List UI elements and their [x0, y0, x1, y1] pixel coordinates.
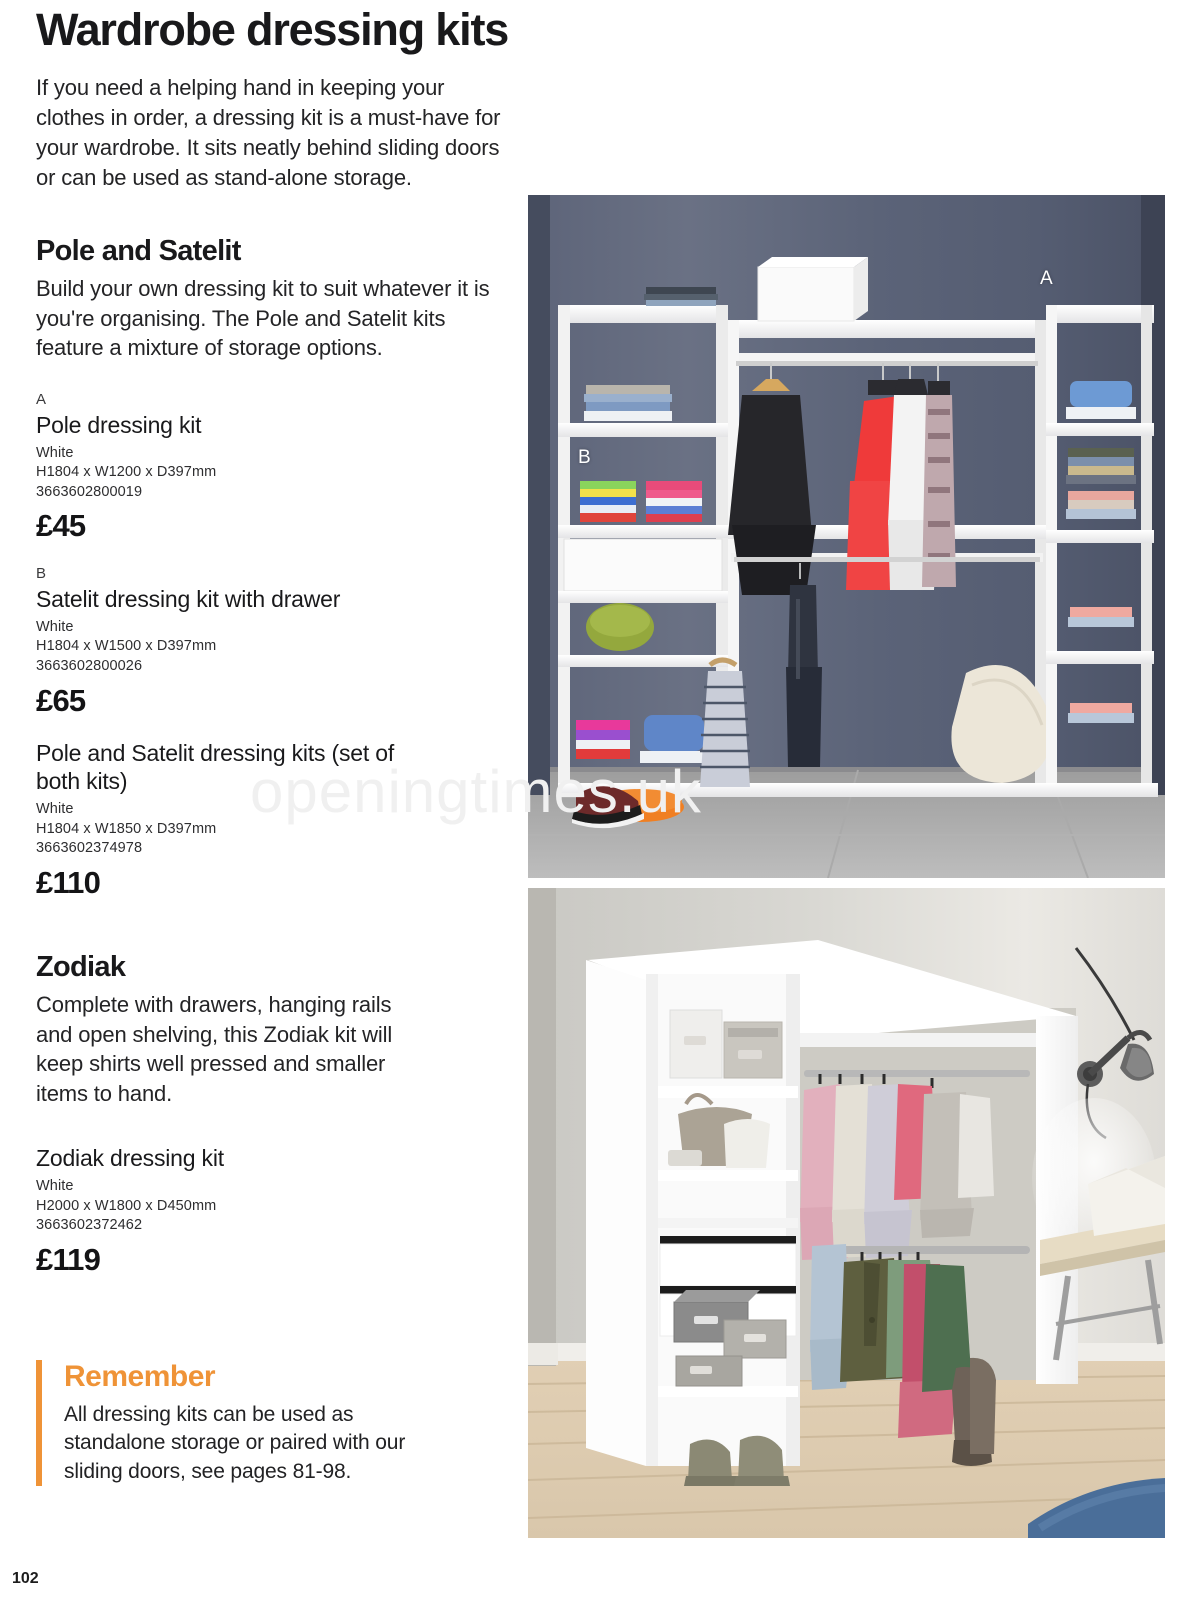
product-colour: White: [36, 1178, 74, 1195]
product-price: £110: [36, 864, 101, 900]
product-code: 3663602800026: [36, 657, 143, 674]
product-photo-pole-satelit: [528, 195, 1165, 878]
product-dimensions: H1804 x W1850 x D397mm: [36, 820, 217, 837]
remember-title: Remember: [64, 1360, 216, 1393]
section-heading: Zodiak: [36, 951, 126, 984]
product-meta: [36, 444, 516, 503]
remember-body: All dressing kits can be used as standalone storage or paired with our sliding doors, see pages 81-98.: [64, 1403, 406, 1483]
product-photo-zodiak: [528, 888, 1165, 1538]
product-name: Pole and Satelit dressing kits (set of both kits): [36, 740, 395, 795]
product-name: Zodiak dressing kit: [36, 1145, 224, 1172]
product-meta: [36, 800, 516, 859]
product-price: £119: [36, 1242, 101, 1277]
left-content-column: [36, 0, 516, 1277]
page-intro-text: If you need a helping hand in keeping your clothes in order, a dressing kit is a must-have for your wardrobe. It sits neatly behind sliding doors or can be used as stand-alone storage.: [36, 74, 501, 190]
product-meta: [36, 618, 516, 677]
page-number: 102: [12, 1570, 39, 1587]
product-name: Satelit dressing kit with drawer: [36, 585, 341, 612]
remember-callout: [36, 1360, 456, 1486]
section-description: Build your own dressing kit to suit whatever it is you're organising. The Pole and Satelit kits feature a mixture of storage options.: [36, 276, 490, 361]
product-entry: [36, 565, 516, 717]
product-code: 3663602374978: [36, 840, 143, 857]
section-zodiak: [36, 951, 516, 1276]
product-name: Pole dressing kit: [36, 411, 202, 438]
product-code: 3663602800019: [36, 483, 143, 500]
product-entry: [36, 391, 516, 543]
section-pole-and-satelit: [36, 235, 516, 899]
product-entry: [36, 1144, 516, 1276]
product-dimensions: H1804 x W1200 x D397mm: [36, 464, 217, 481]
page-title: Wardrobe dressing kits: [36, 4, 509, 55]
site-watermark: openingtimes.uk: [250, 758, 702, 825]
product-meta: [36, 1177, 516, 1236]
product-price: £45: [36, 508, 86, 544]
product-ref-letter: B: [36, 564, 47, 582]
product-dimensions: H1804 x W1500 x D397mm: [36, 638, 217, 655]
product-ref-letter: A: [36, 390, 47, 408]
section-description: Complete with drawers, hanging rails and open shelving, this Zodiak kit will keep shirts well pressed and smaller items to hand.: [36, 992, 393, 1106]
product-dimensions: H2000 x W1800 x D450mm: [36, 1197, 217, 1214]
product-entry: [36, 739, 516, 899]
section-heading: Pole and Satelit: [36, 235, 241, 268]
product-colour: White: [36, 618, 74, 635]
photo-label-a: A: [1040, 268, 1053, 289]
product-colour: White: [36, 801, 74, 818]
product-price: £65: [36, 682, 86, 718]
product-colour: White: [36, 444, 74, 461]
product-code: 3663602372462: [36, 1217, 143, 1234]
photo-label-b: B: [578, 447, 591, 468]
